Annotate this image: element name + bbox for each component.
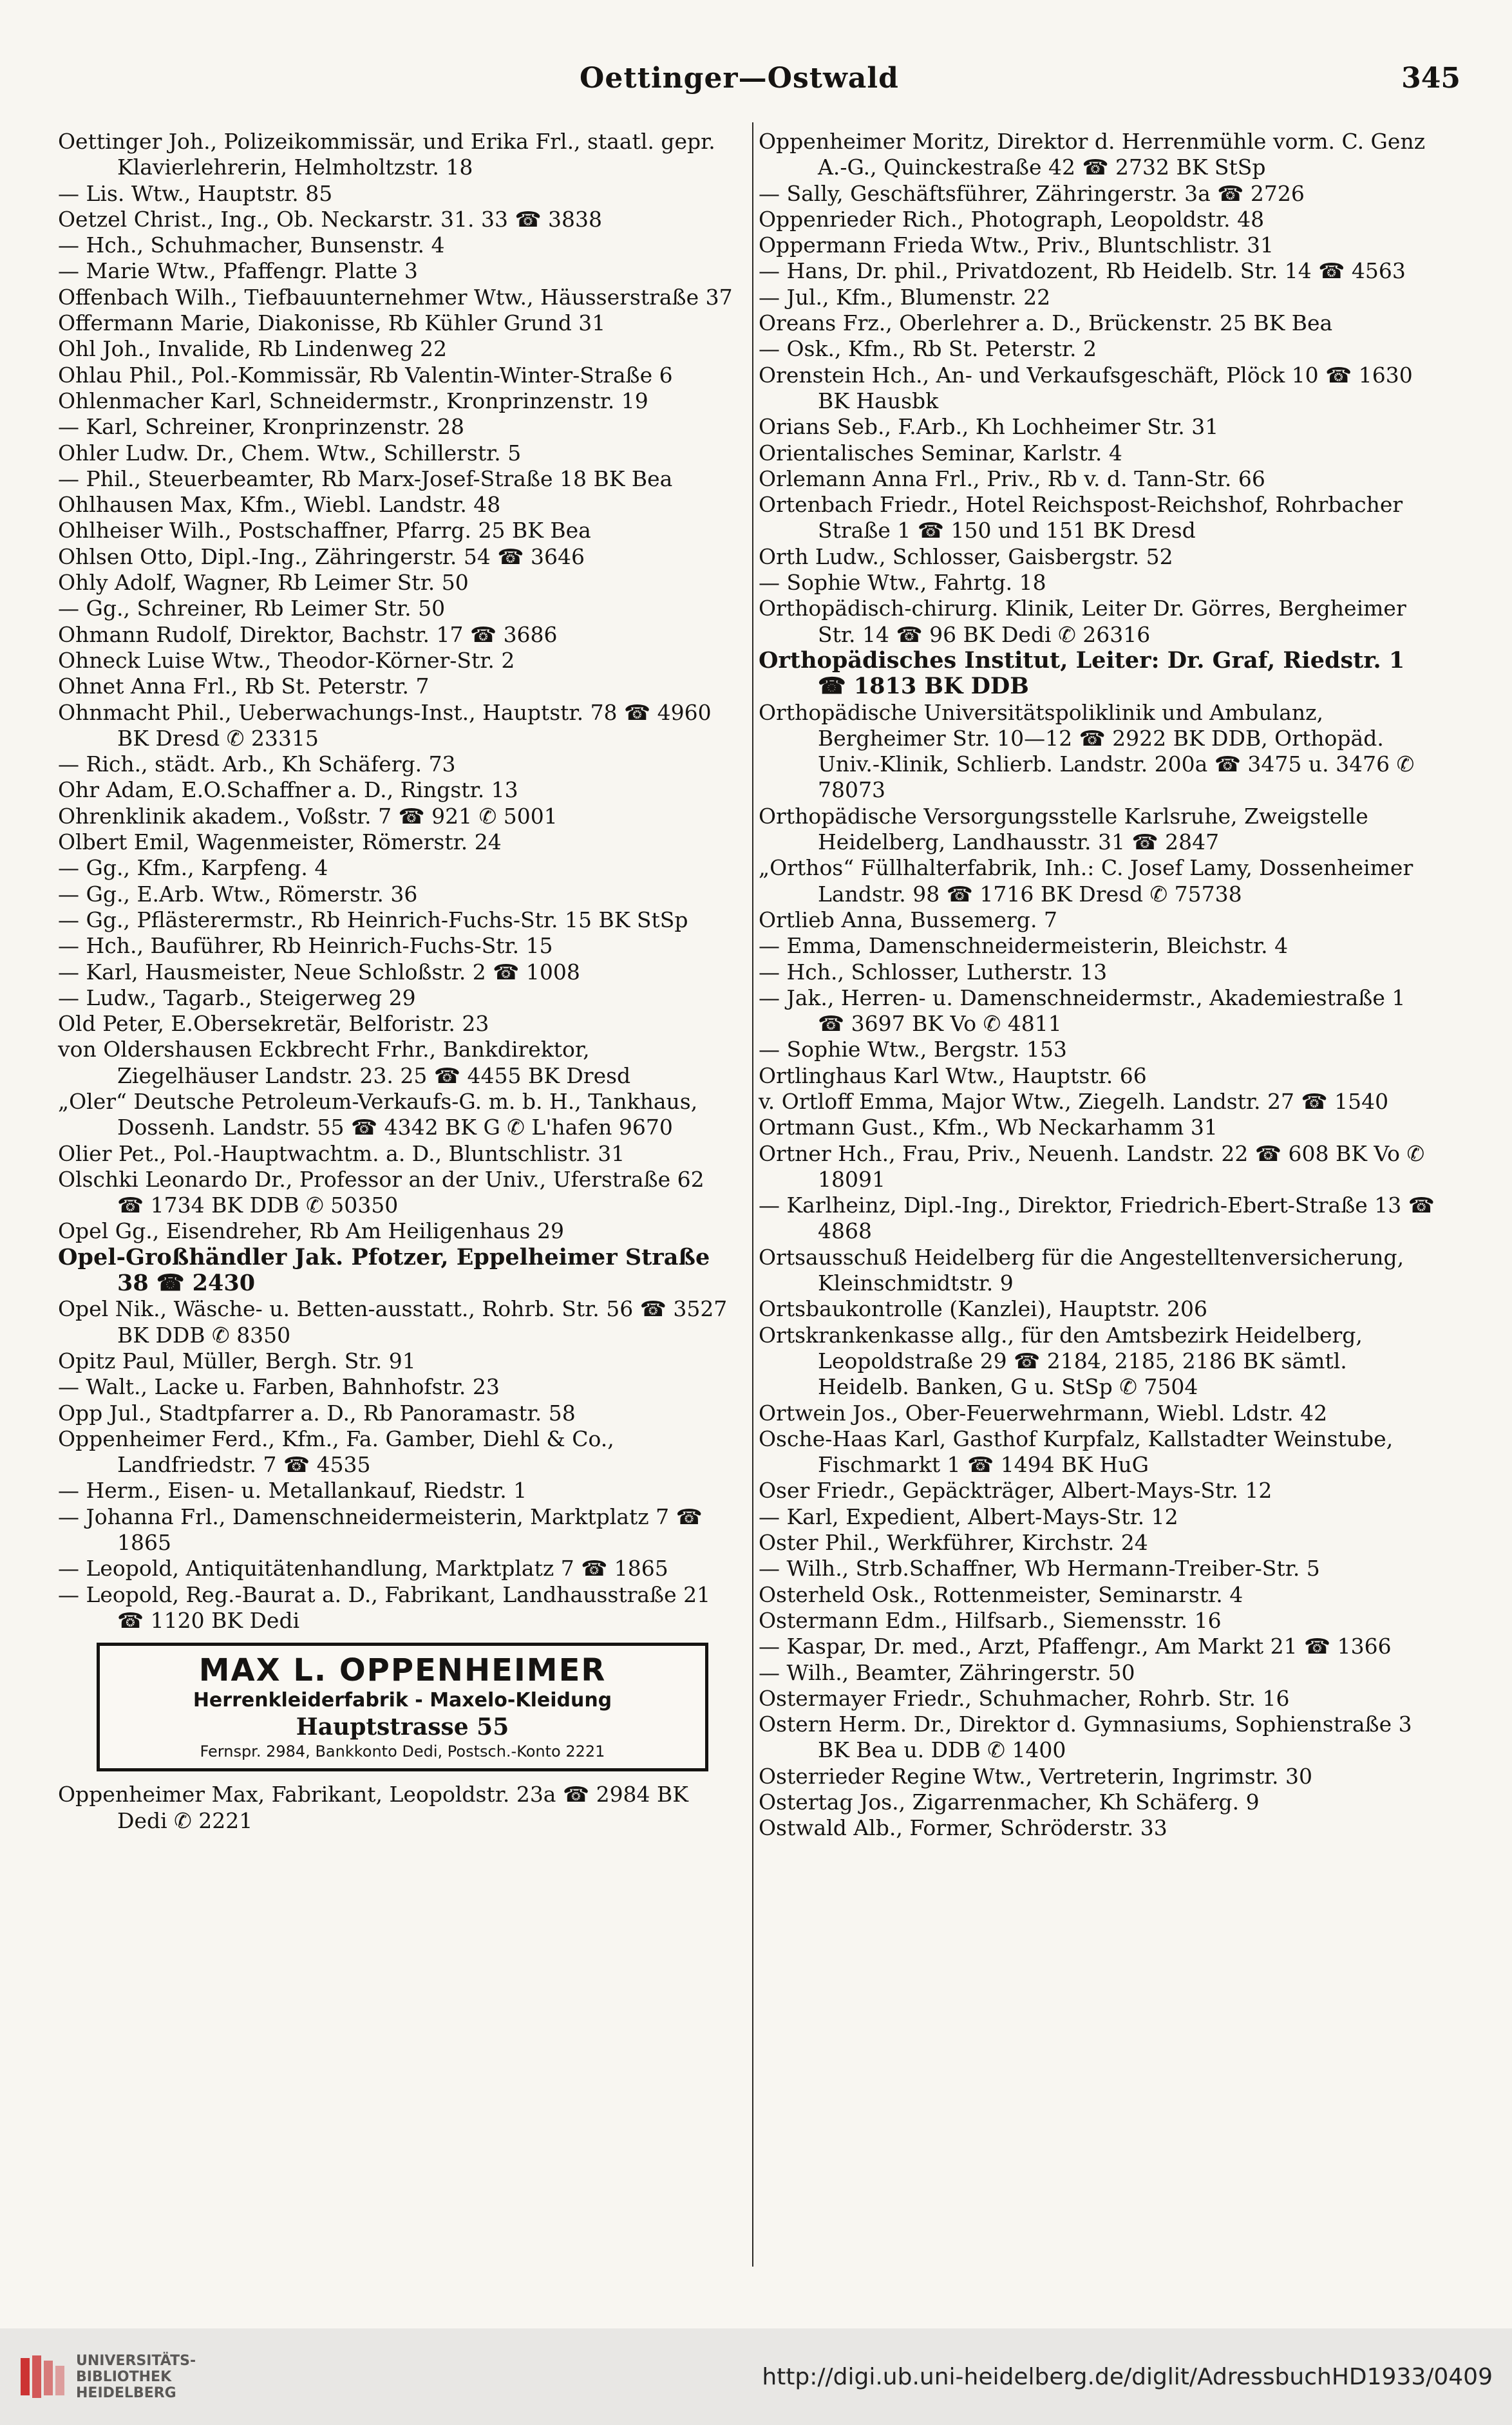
directory-entry: Opel Nik., Wäsche- u. Betten-ausstatt., Rohrb. Str. 56 ☎ 3527 BK DDB ✆ 8350 (58, 1296, 728, 1348)
directory-entry: Oettinger Joh., Polizeikommissär, und Erika Frl., staatl. gepr. Klavierlehrerin, Helmholtzstr. 18 (58, 129, 715, 180)
directory-entry: Ortlinghaus Karl Wtw., Hauptstr. 66 (759, 1062, 1147, 1088)
directory-entry: — Karl, Schreiner, Kronprinzenstr. 28 (58, 414, 464, 440)
directory-entry: — Karlheinz, Dipl.-Ing., Direktor, Friedrich-Ebert-Straße 13 ☎ 4868 (759, 1193, 1435, 1244)
directory-entry: — Johanna Frl., Damenschneidermeisterin, Marktplatz 7 ☎ 1865 (58, 1504, 703, 1556)
directory-entry: — Leopold, Antiquitätenhandlung, Marktplatz 7 ☎ 1865 (58, 1556, 668, 1581)
right-entries (759, 129, 1435, 1842)
directory-entry: Orthopädische Universitätspoliklinik und Ambulanz, Bergheimer Str. 10—12 ☎ 2922 BK DDB, Orthopäd. Univ.-Klinik, Schlierb. Landstr. 200a ☎ 3475 u. 3476 ✆ 78073 (759, 699, 1415, 803)
directory-entry: Old Peter, E.Obersekretär, Belforistr. 23 (58, 1011, 489, 1037)
directory-entry: — Gg., Pflästerermstr., Rb Heinrich-Fuchs-Str. 15 BK StSp (58, 907, 688, 932)
directory-entry: — Osk., Kfm., Rb St. Peterstr. 2 (759, 336, 1097, 362)
directory-entry: Ohneck Luise Wtw., Theodor-Körner-Str. 2 (58, 647, 515, 673)
directory-entry: — Kaspar, Dr. med., Arzt, Pfaffengr., Am Markt 21 ☎ 1366 (759, 1634, 1392, 1659)
directory-entry: Ohnet Anna Frl., Rb St. Peterstr. 7 (58, 674, 430, 699)
ad-tagline: Herrenkleiderfabrik - Maxelo-Kleidung (193, 1689, 612, 1712)
right-column (759, 129, 1435, 1842)
directory-entry: — Hch., Schlosser, Lutherstr. 13 (759, 959, 1108, 985)
directory-entry: Ohler Ludw. Dr., Chem. Wtw., Schillerstr. 5 (58, 440, 522, 466)
directory-entry: Ohmann Rudolf, Direktor, Bachstr. 17 ☎ 3686 (58, 621, 558, 647)
directory-entry: Orthopädisch-chirurg. Klinik, Leiter Dr. Görres, Bergheimer Str. 14 ☎ 96 BK Dedi ✆ 26316 (759, 596, 1406, 647)
directory-entry: Ortsausschuß Heidelberg für die Angestelltenversicherung, Kleinschmidtstr. 9 (759, 1244, 1404, 1296)
directory-entry: „Oler“ Deutsche Petroleum-Verkaufs-G. m. b. H., Tankhaus, Dossenh. Landstr. 55 ☎ 4342 BK G ✆ L'hafen 9670 (58, 1088, 698, 1140)
directory-entry: — Leopold, Reg.-Baurat a. D., Fabrikant, Landhausstraße 21 ☎ 1120 BK Dedi (58, 1581, 711, 1633)
library-logo-icon (19, 2354, 66, 2399)
directory-entry: Ohr Adam, E.O.Schaffner a. D., Ringstr. 13 (58, 777, 518, 803)
directory-entry: — Jak., Herren- u. Damenschneidermstr., Akademiestraße 1 ☎ 3697 BK Vo ✆ 4811 (759, 985, 1406, 1037)
directory-entry: Ohrenklinik akadem., Voßstr. 7 ☎ 921 ✆ 5001 (58, 803, 558, 829)
directory-entry: Oppenheimer Max, Fabrikant, Leopoldstr. 23a ☎ 2984 BK Dedi ✆ 2221 (58, 1782, 688, 1833)
directory-entry: — Karl, Expedient, Albert-Mays-Str. 12 (759, 1504, 1178, 1529)
directory-entry: Ortsbaukontrolle (Kanzlei), Hauptstr. 206 (759, 1296, 1207, 1322)
running-title: Oettinger—Ostwald (580, 62, 899, 95)
footer-bar (0, 2328, 1512, 2425)
directory-entry: von Oldershausen Eckbrecht Frhr., Bankdirektor, Ziegelhäuser Landstr. 23. 25 ☎ 4455 BK Dresd (58, 1037, 631, 1088)
directory-entry: Orientalisches Seminar, Karlstr. 4 (759, 440, 1122, 466)
directory-entry: Ohlenmacher Karl, Schneidermstr., Kronprinzenstr. 19 (58, 388, 648, 413)
directory-entry: — Sophie Wtw., Fahrtg. 18 (759, 570, 1046, 596)
directory-entry: — Ludw., Tagarb., Steigerweg 29 (58, 985, 416, 1010)
left-entries-after-ad (58, 1782, 734, 1834)
directory-entry: — Sophie Wtw., Bergstr. 153 (759, 1037, 1067, 1062)
directory-entry: Osterheld Osk., Rottenmeister, Seminarstr. 4 (759, 1581, 1243, 1607)
directory-entry: — Rich., städt. Arb., Kh Schäferg. 73 (58, 751, 456, 777)
directory-entry: Orenstein Hch., An- und Verkaufsgeschäft, Plöck 10 ☎ 1630 BK Hausbk (759, 362, 1413, 413)
directory-entry: Ostern Herm. Dr., Direktor d. Gymnasiums, Sophienstraße 3 BK Bea u. DDB ✆ 1400 (759, 1712, 1412, 1763)
directory-entry: v. Ortloff Emma, Major Wtw., Ziegelh. Landstr. 27 ☎ 1540 (759, 1088, 1389, 1114)
page-header (0, 62, 1512, 100)
directory-entry: Ortenbach Friedr., Hotel Reichspost-Reichshof, Rohrbacher Straße 1 ☎ 150 und 151 BK Dresd (759, 492, 1403, 543)
advertisement-box (97, 1643, 708, 1771)
column-divider (752, 122, 753, 2267)
directory-entry: Oppermann Frieda Wtw., Priv., Bluntschlistr. 31 (759, 232, 1274, 258)
directory-entry: Opel Gg., Eisendreher, Rb Am Heiligenhaus 29 (58, 1218, 564, 1244)
directory-entry: Oppenrieder Rich., Photograph, Leopoldstr. 48 (759, 206, 1265, 232)
ad-company-name: MAX L. OPPENHEIMER (198, 1652, 607, 1689)
directory-entry: — Marie Wtw., Pfaffengr. Platte 3 (58, 258, 418, 284)
directory-entry: Orth Ludw., Schlosser, Gaisbergstr. 52 (759, 543, 1173, 569)
directory-entry: — Gg., Schreiner, Rb Leimer Str. 50 (58, 596, 446, 621)
page-number: 345 (1401, 62, 1460, 95)
directory-entry: Orlemann Anna Frl., Priv., Rb v. d. Tann-Str. 66 (759, 466, 1265, 491)
directory-entry: Olier Pet., Pol.-Hauptwachtm. a. D., Bluntschlistr. 31 (58, 1140, 625, 1166)
directory-entry: Oster Phil., Werkführer, Kirchstr. 24 (759, 1530, 1148, 1556)
library-name: UNIVERSITÄTS- BIBLIOTHEK HEIDELBERG (76, 2353, 196, 2401)
directory-entry: Ostermann Edm., Hilfsarb., Siemensstr. 16 (759, 1607, 1222, 1633)
directory-entry: — Gg., E.Arb. Wtw., Römerstr. 36 (58, 881, 418, 907)
directory-entry: Ostertag Jos., Zigarrenmacher, Kh Schäferg. 9 (759, 1789, 1260, 1815)
left-entries (58, 129, 734, 1634)
directory-entry: Oser Friedr., Gepäckträger, Albert-Mays-Str. 12 (759, 1478, 1272, 1504)
directory-entry: — Sally, Geschäftsführer, Zähringerstr. 3a ☎ 2726 (759, 180, 1305, 206)
ad-address: Hauptstrasse 55 (296, 1713, 509, 1741)
directory-entry: Ostermayer Friedr., Schuhmacher, Rohrb. Str. 16 (759, 1685, 1290, 1711)
directory-entry: Orthopädische Versorgungsstelle Karlsruhe, Zweigstelle Heidelberg, Landhausstr. 31 ☎ 2847 (759, 803, 1368, 855)
directory-entry: — Karl, Hausmeister, Neue Schloßstr. 2 ☎ 1008 (58, 959, 580, 985)
directory-entry: Ohl Joh., Invalide, Rb Lindenweg 22 (58, 336, 447, 362)
directory-entry: Oppenheimer Moritz, Direktor d. Herrenmühle vorm. C. Genz A.-G., Quinckestraße 42 ☎ 2732 BK StSp (759, 129, 1426, 180)
directory-entry: Opitz Paul, Müller, Bergh. Str. 91 (58, 1348, 416, 1373)
directory-entry: Ortskrankenkasse allg., für den Amtsbezirk Heidelberg, Leopoldstraße 29 ☎ 2184, 2185, 2186 BK sämtl. Heidelb. Banken, G u. StSp ✆ 7504 (759, 1322, 1363, 1400)
directory-entry: Oreans Frz., Oberlehrer a. D., Brückenstr. 25 BK Bea (759, 310, 1333, 336)
directory-entry: — Jul., Kfm., Blumenstr. 22 (759, 284, 1051, 310)
left-column (58, 129, 734, 1834)
directory-entry: Ortmann Gust., Kfm., Wb Neckarhamm 31 (759, 1115, 1218, 1140)
directory-entry: — Hans, Dr. phil., Privatdozent, Rb Heidelb. Str. 14 ☎ 4563 (759, 258, 1406, 284)
directory-entry: Ohlheiser Wilh., Postschaffner, Pfarrg. 25 BK Bea (58, 518, 591, 543)
directory-entry: Orthopädisches Institut, Leiter: Dr. Graf, Riedstr. 1 ☎ 1813 BK DDB (759, 646, 1405, 700)
directory-entry: — Emma, Damenschneidermeisterin, Bleichstr. 4 (759, 933, 1289, 959)
directory-entry: Offermann Marie, Diakonisse, Rb Kühler Grund 31 (58, 310, 606, 336)
directory-entry: Oetzel Christ., Ing., Ob. Neckarstr. 31. 33 ☎ 3838 (58, 206, 603, 232)
directory-entry: — Herm., Eisen- u. Metallankauf, Riedstr. 1 (58, 1478, 527, 1504)
directory-entry: Ostwald Alb., Former, Schröderstr. 33 (759, 1815, 1167, 1841)
directory-entry: Ortlieb Anna, Bussemerg. 7 (759, 907, 1057, 932)
directory-entry: Ortner Hch., Frau, Priv., Neuenh. Landstr. 22 ☎ 608 BK Vo ✆ 18091 (759, 1140, 1425, 1192)
directory-entry: „Orthos“ Füllhalterfabrik, Inh.: C. Josef Lamy, Dossenheimer Landstr. 98 ☎ 1716 BK Dresd ✆ 75738 (759, 855, 1413, 907)
ad-contact: Fernspr. 2984, Bankkonto Dedi, Postsch.-Konto 2221 (200, 1742, 605, 1761)
directory-entry: Ohlhausen Max, Kfm., Wiebl. Landstr. 48 (58, 492, 501, 518)
directory-entry: — Phil., Steuerbeamter, Rb Marx-Josef-Straße 18 BK Bea (58, 466, 673, 491)
directory-entry: Ohlsen Otto, Dipl.-Ing., Zähringerstr. 54 ☎ 3646 (58, 543, 585, 569)
directory-entry: Oppenheimer Ferd., Kfm., Fa. Gamber, Diehl & Co., Landfriedstr. 7 ☎ 4535 (58, 1426, 614, 1478)
directory-entry: Offenbach Wilh., Tiefbauunternehmer Wtw., Häusserstraße 37 (58, 284, 733, 310)
directory-entry: Opel-Großhändler Jak. Pfotzer, Eppelheimer Straße 38 ☎ 2430 (58, 1243, 710, 1297)
directory-entry: Opp Jul., Stadtpfarrer a. D., Rb Panoramastr. 58 (58, 1400, 576, 1426)
directory-entry: Orians Seb., F.Arb., Kh Lochheimer Str. 31 (759, 414, 1219, 440)
directory-entry: — Gg., Kfm., Karpfeng. 4 (58, 855, 328, 881)
directory-entry: Olbert Emil, Wagenmeister, Römerstr. 24 (58, 829, 502, 855)
directory-entry: — Lis. Wtw., Hauptstr. 85 (58, 180, 333, 206)
directory-entry: — Wilh., Beamter, Zähringerstr. 50 (759, 1659, 1135, 1685)
directory-entry: — Wilh., Strb.Schaffner, Wb Hermann-Treiber-Str. 5 (759, 1556, 1320, 1581)
source-url-link[interactable]: http://digi.ub.uni-heidelberg.de/diglit/AdressbuchHD1933/0409 (762, 2364, 1493, 2390)
directory-entry: Ohly Adolf, Wagner, Rb Leimer Str. 50 (58, 570, 469, 596)
directory-entry: — Walt., Lacke u. Farben, Bahnhofstr. 23 (58, 1374, 500, 1400)
directory-entry: Ohnmacht Phil., Ueberwachungs-Inst., Hauptstr. 78 ☎ 4960 BK Dresd ✆ 23315 (58, 699, 712, 751)
directory-entry: — Hch., Bauführer, Rb Heinrich-Fuchs-Str. 15 (58, 933, 553, 959)
directory-entry: Osche-Haas Karl, Gasthof Kurpfalz, Kallstadter Weinstube, Fischmarkt 1 ☎ 1494 BK HuG (759, 1426, 1394, 1478)
directory-entry: — Hch., Schuhmacher, Bunsenstr. 4 (58, 232, 445, 258)
directory-entry: Ohlau Phil., Pol.-Kommissär, Rb Valentin-Winter-Straße 6 (58, 362, 673, 388)
directory-entry: Ortwein Jos., Ober-Feuerwehrmann, Wiebl. Ldstr. 42 (759, 1400, 1328, 1426)
directory-entry: Osterrieder Regine Wtw., Vertreterin, Ingrimstr. 30 (759, 1763, 1313, 1789)
directory-entry: Olschki Leonardo Dr., Professor an der Univ., Uferstraße 62 ☎ 1734 BK DDB ✆ 50350 (58, 1166, 704, 1218)
